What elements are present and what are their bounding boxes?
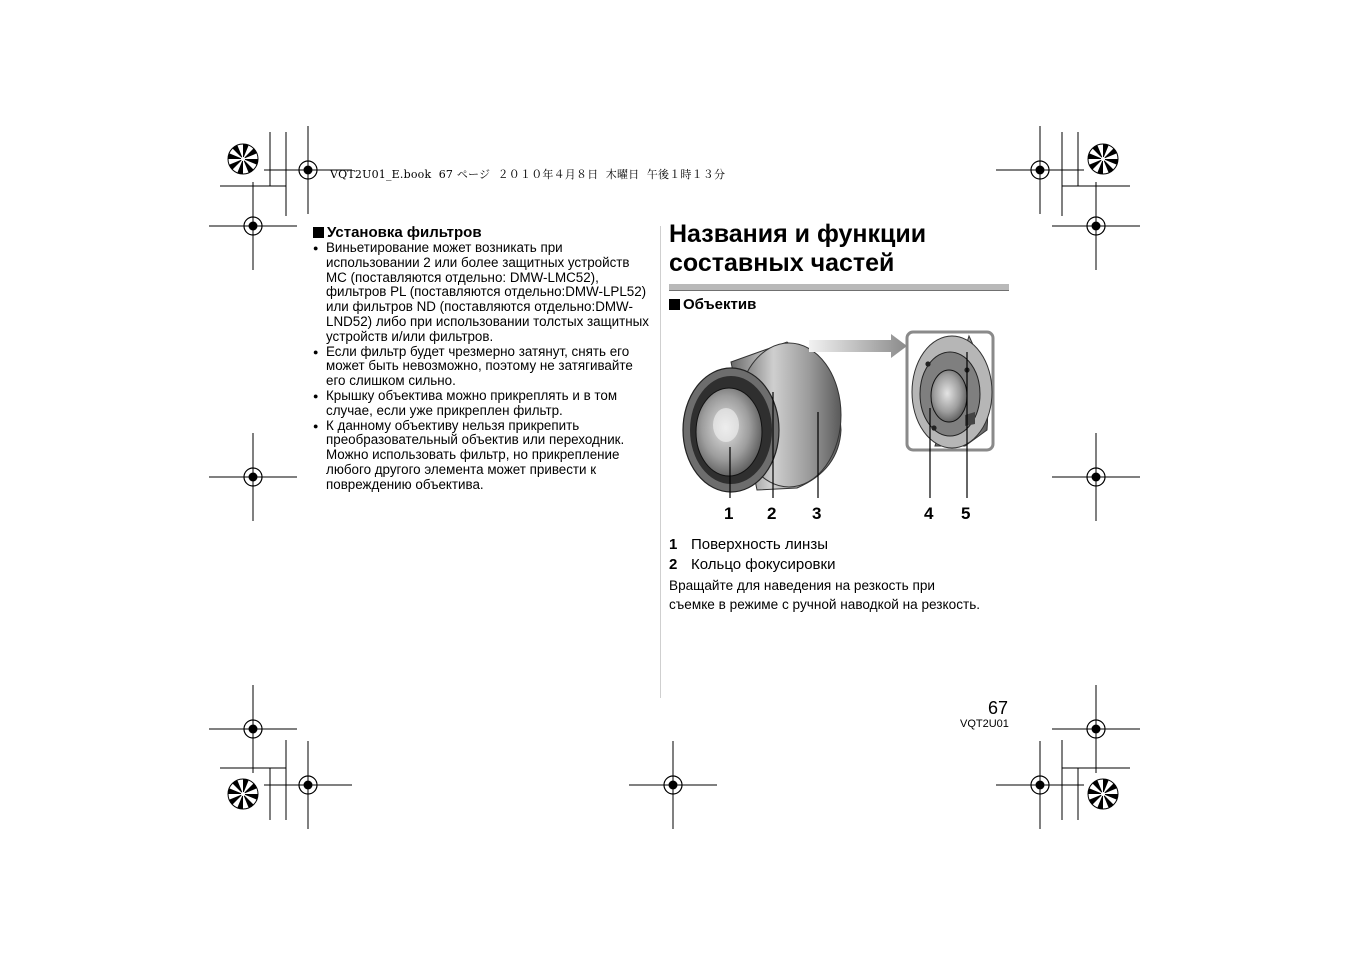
description-line-2: съемке в режиме с ручной наводкой на резкость. (669, 597, 981, 612)
list-item (669, 556, 835, 573)
column-divider (660, 226, 661, 698)
part-label: Кольцо фокусировки (691, 556, 836, 573)
file-header-line: VQT2U01_E.book 67 ページ ２０１０年４月８日 木曜日 午後１時１３分 (330, 168, 726, 181)
part-number: 1 (669, 536, 678, 553)
lens-heading-text: Объектив (683, 296, 757, 313)
lens-diagram (669, 320, 1009, 530)
list-item (669, 536, 828, 553)
part-label: Поверхность линзы (691, 536, 828, 553)
part-number: 2 (669, 556, 678, 573)
filters-heading (313, 224, 482, 241)
filters-list (313, 241, 653, 493)
page-title (669, 220, 1009, 278)
document-code: VQT2U01 (960, 718, 1009, 730)
lens-heading (669, 296, 756, 313)
list-item: ● Если фильтр будет чрезмерно затянут, снять его может быть невозможно, поэтому не затягивайте его слишком сильно. (313, 345, 653, 389)
arrow-icon (809, 334, 907, 358)
lens-front-view (683, 342, 841, 492)
square-bullet-icon (313, 227, 324, 238)
page-number: 67 (988, 698, 1009, 718)
focus-ring-description (669, 576, 1014, 614)
list-item: ● К данному объективу нельзя прикрепить преобразовательный объектив или переходник. Можно использовать фильтр, но прикрепление любого другого элемента может привести к повреждению объектива. (313, 419, 653, 493)
callout-1: 1 (724, 504, 734, 523)
page-title-line-1: Названия и функции (669, 220, 927, 248)
list-item: ● Виньетирование может возникать при использовании 2 или более защитных устройств MC (поставляются отдельно: DMW-LMC52), фильтров PL (поставляются отдельно:DMW-LPL52) или фильтров ND (поставляются отдельно:DMW-LND52) либо при использовании толстых защитных устройств и/или фильтров. (313, 241, 653, 345)
callout-3: 3 (812, 504, 822, 523)
filters-heading-text: Установка фильтров (327, 224, 482, 241)
callout-4: 4 (924, 504, 934, 523)
square-bullet-icon (669, 299, 680, 310)
description-line-1: Вращайте для наведения на резкость при (669, 578, 936, 593)
callout-5: 5 (961, 504, 971, 523)
list-item: ● Крышку объектива можно прикреплять и в том случае, если уже прикреплен фильтр. (313, 389, 653, 419)
lens-rear-view (907, 332, 993, 450)
callout-2: 2 (767, 504, 777, 523)
page-title-line-2: составных частей (669, 249, 895, 277)
title-underline-line (669, 290, 1009, 291)
